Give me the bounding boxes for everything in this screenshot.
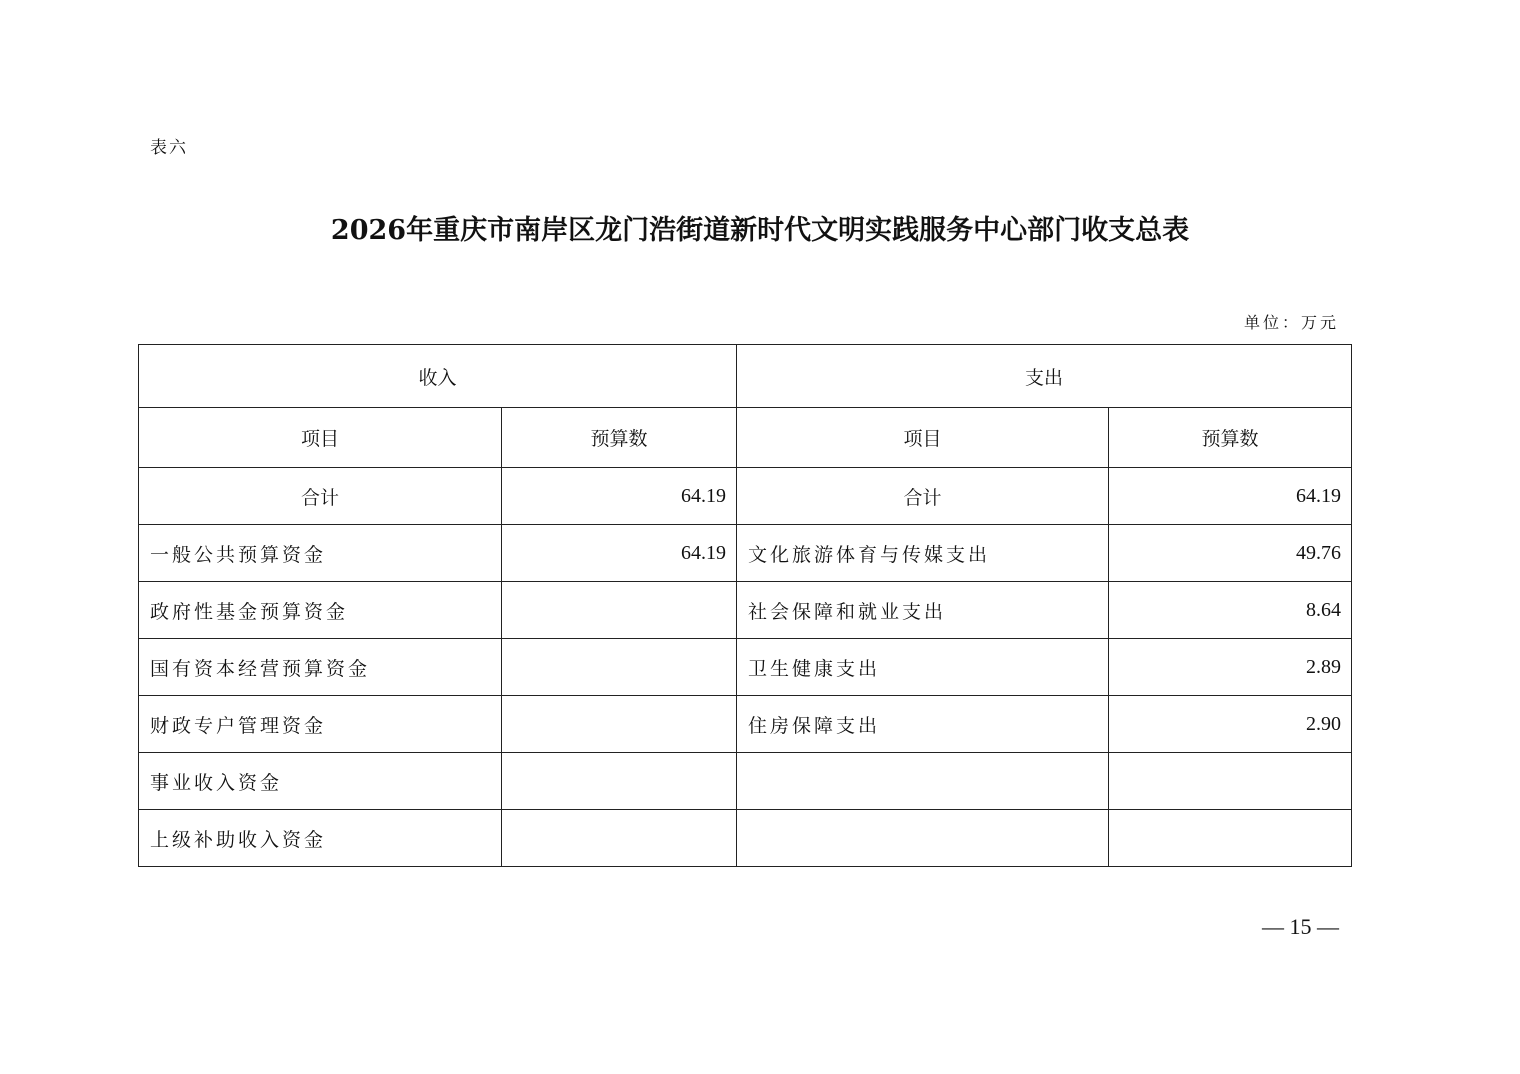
expenditure-total-label: 合计: [737, 468, 1109, 525]
expenditure-item: 社会保障和就业支出: [737, 582, 1109, 639]
column-header-row: [139, 408, 1352, 468]
budget-table: [138, 344, 1352, 867]
expenditure-value: 49.76: [1109, 525, 1352, 582]
page-number: — 15 —: [1262, 914, 1339, 939]
income-section-header: 收入: [139, 345, 737, 408]
income-item: 政府性基金预算资金: [139, 582, 502, 639]
expenditure-item: 卫生健康支出: [737, 639, 1109, 696]
income-total-label: 合计: [139, 468, 502, 525]
expenditure-value: 2.89: [1109, 639, 1352, 696]
expenditure-item: [737, 810, 1109, 867]
income-value: [502, 696, 737, 753]
expenditure-total-value: 64.19: [1109, 468, 1352, 525]
expenditure-item: 住房保障支出: [737, 696, 1109, 753]
table-row: [139, 753, 1352, 810]
table-row: [139, 525, 1352, 582]
table-row: [139, 639, 1352, 696]
expenditure-value: 8.64: [1109, 582, 1352, 639]
income-item: 财政专户管理资金: [139, 696, 502, 753]
income-amount-header: 预算数: [502, 408, 737, 468]
table-row: [139, 696, 1352, 753]
income-item: 事业收入资金: [139, 753, 502, 810]
expenditure-item: 文化旅游体育与传媒支出: [737, 525, 1109, 582]
section-header-row: [139, 345, 1352, 408]
table-label: 表六: [150, 138, 188, 158]
expenditure-value: [1109, 753, 1352, 810]
income-item: 上级补助收入资金: [139, 810, 502, 867]
income-value: 64.19: [502, 525, 737, 582]
table-row: [139, 810, 1352, 867]
expenditure-value: 2.90: [1109, 696, 1352, 753]
expenditure-value: [1109, 810, 1352, 867]
expenditure-item: [737, 753, 1109, 810]
expenditure-section-header: 支出: [737, 345, 1352, 408]
expenditure-amount-header: 预算数: [1109, 408, 1352, 468]
total-row: [139, 468, 1352, 525]
income-value: [502, 810, 737, 867]
expenditure-item-header: 项目: [737, 408, 1109, 468]
unit-label: 单位：万元: [1243, 313, 1339, 332]
income-total-value: 64.19: [502, 468, 737, 525]
income-item: 一般公共预算资金: [139, 525, 502, 582]
income-value: [502, 582, 737, 639]
income-value: [502, 639, 737, 696]
income-item: 国有资本经营预算资金: [139, 639, 502, 696]
document-title: 2026年重庆市南岸区龙门浩街道新时代文明实践服务中心部门收支总表: [330, 215, 1190, 246]
income-item-header: 项目: [139, 408, 502, 468]
table-row: [139, 582, 1352, 639]
income-value: [502, 753, 737, 810]
